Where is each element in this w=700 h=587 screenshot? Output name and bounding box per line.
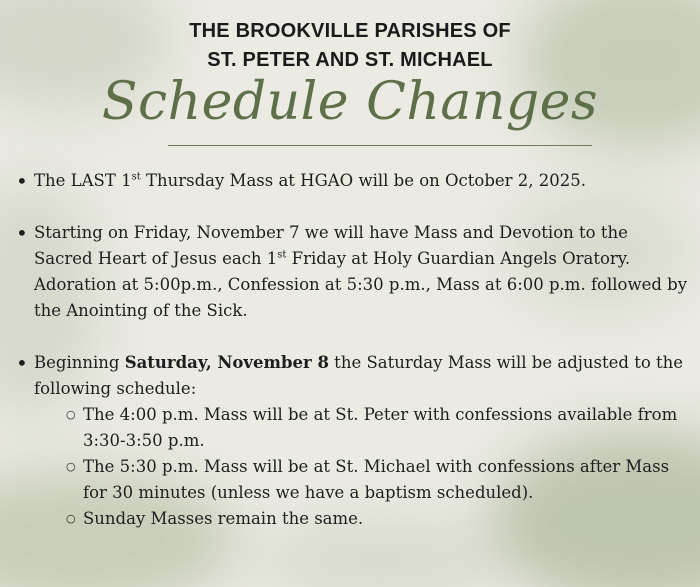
title-divider [168,145,592,146]
announcement-item-saturday-mass [18,350,688,532]
announcement-text: the Saturday Mass will be adjusted to the following schedule: [34,353,684,398]
ordinal-suffix: st [277,249,287,261]
sublist-item: ○ The 5:30 p.m. Mass will be at St. Michael with confessions after Mass for 30 minutes (unless we have a baptism scheduled). [66,454,688,506]
announcement-item-first-thursday [18,168,688,194]
announcement-text: Starting on Friday, November 7 we will have Mass and Devotion to the Sacred Heart of Jesus each 1 [34,223,628,268]
page-title: Schedule Changes [101,72,599,132]
ordinal-suffix: st [131,171,141,183]
highlight-date: Saturday, November 8 [124,353,329,372]
header [0,0,700,132]
saturday-schedule-sublist [34,402,688,532]
announcement-item-first-friday [18,220,688,324]
sublist-item: ○ Sunday Masses remain the same. [66,506,688,532]
announcement-text: Beginning [34,353,125,372]
announcement-list [18,168,688,558]
sublist-item: ○ The 4:00 p.m. Mass will be at St. Peter with confessions available from 3:30-3:50 p.m. [66,402,688,454]
announcement-text: The LAST 1 [34,171,132,190]
parish-name-line-2: ST. PETER AND ST. MICHAEL [207,49,493,71]
announcement-text: Thursday Mass at HGAO will be on October 2, 2025. [140,171,587,190]
announcement-text: Friday at Holy Guardian Angels Oratory. Adoration at 5:00p.m., Confession at 5:30 p.m., Mass at 6:00 p.m. followed by the Anointing of the Sick. [34,249,688,320]
parish-name-line-1: THE BROOKVILLE PARISHES OF [189,20,511,42]
